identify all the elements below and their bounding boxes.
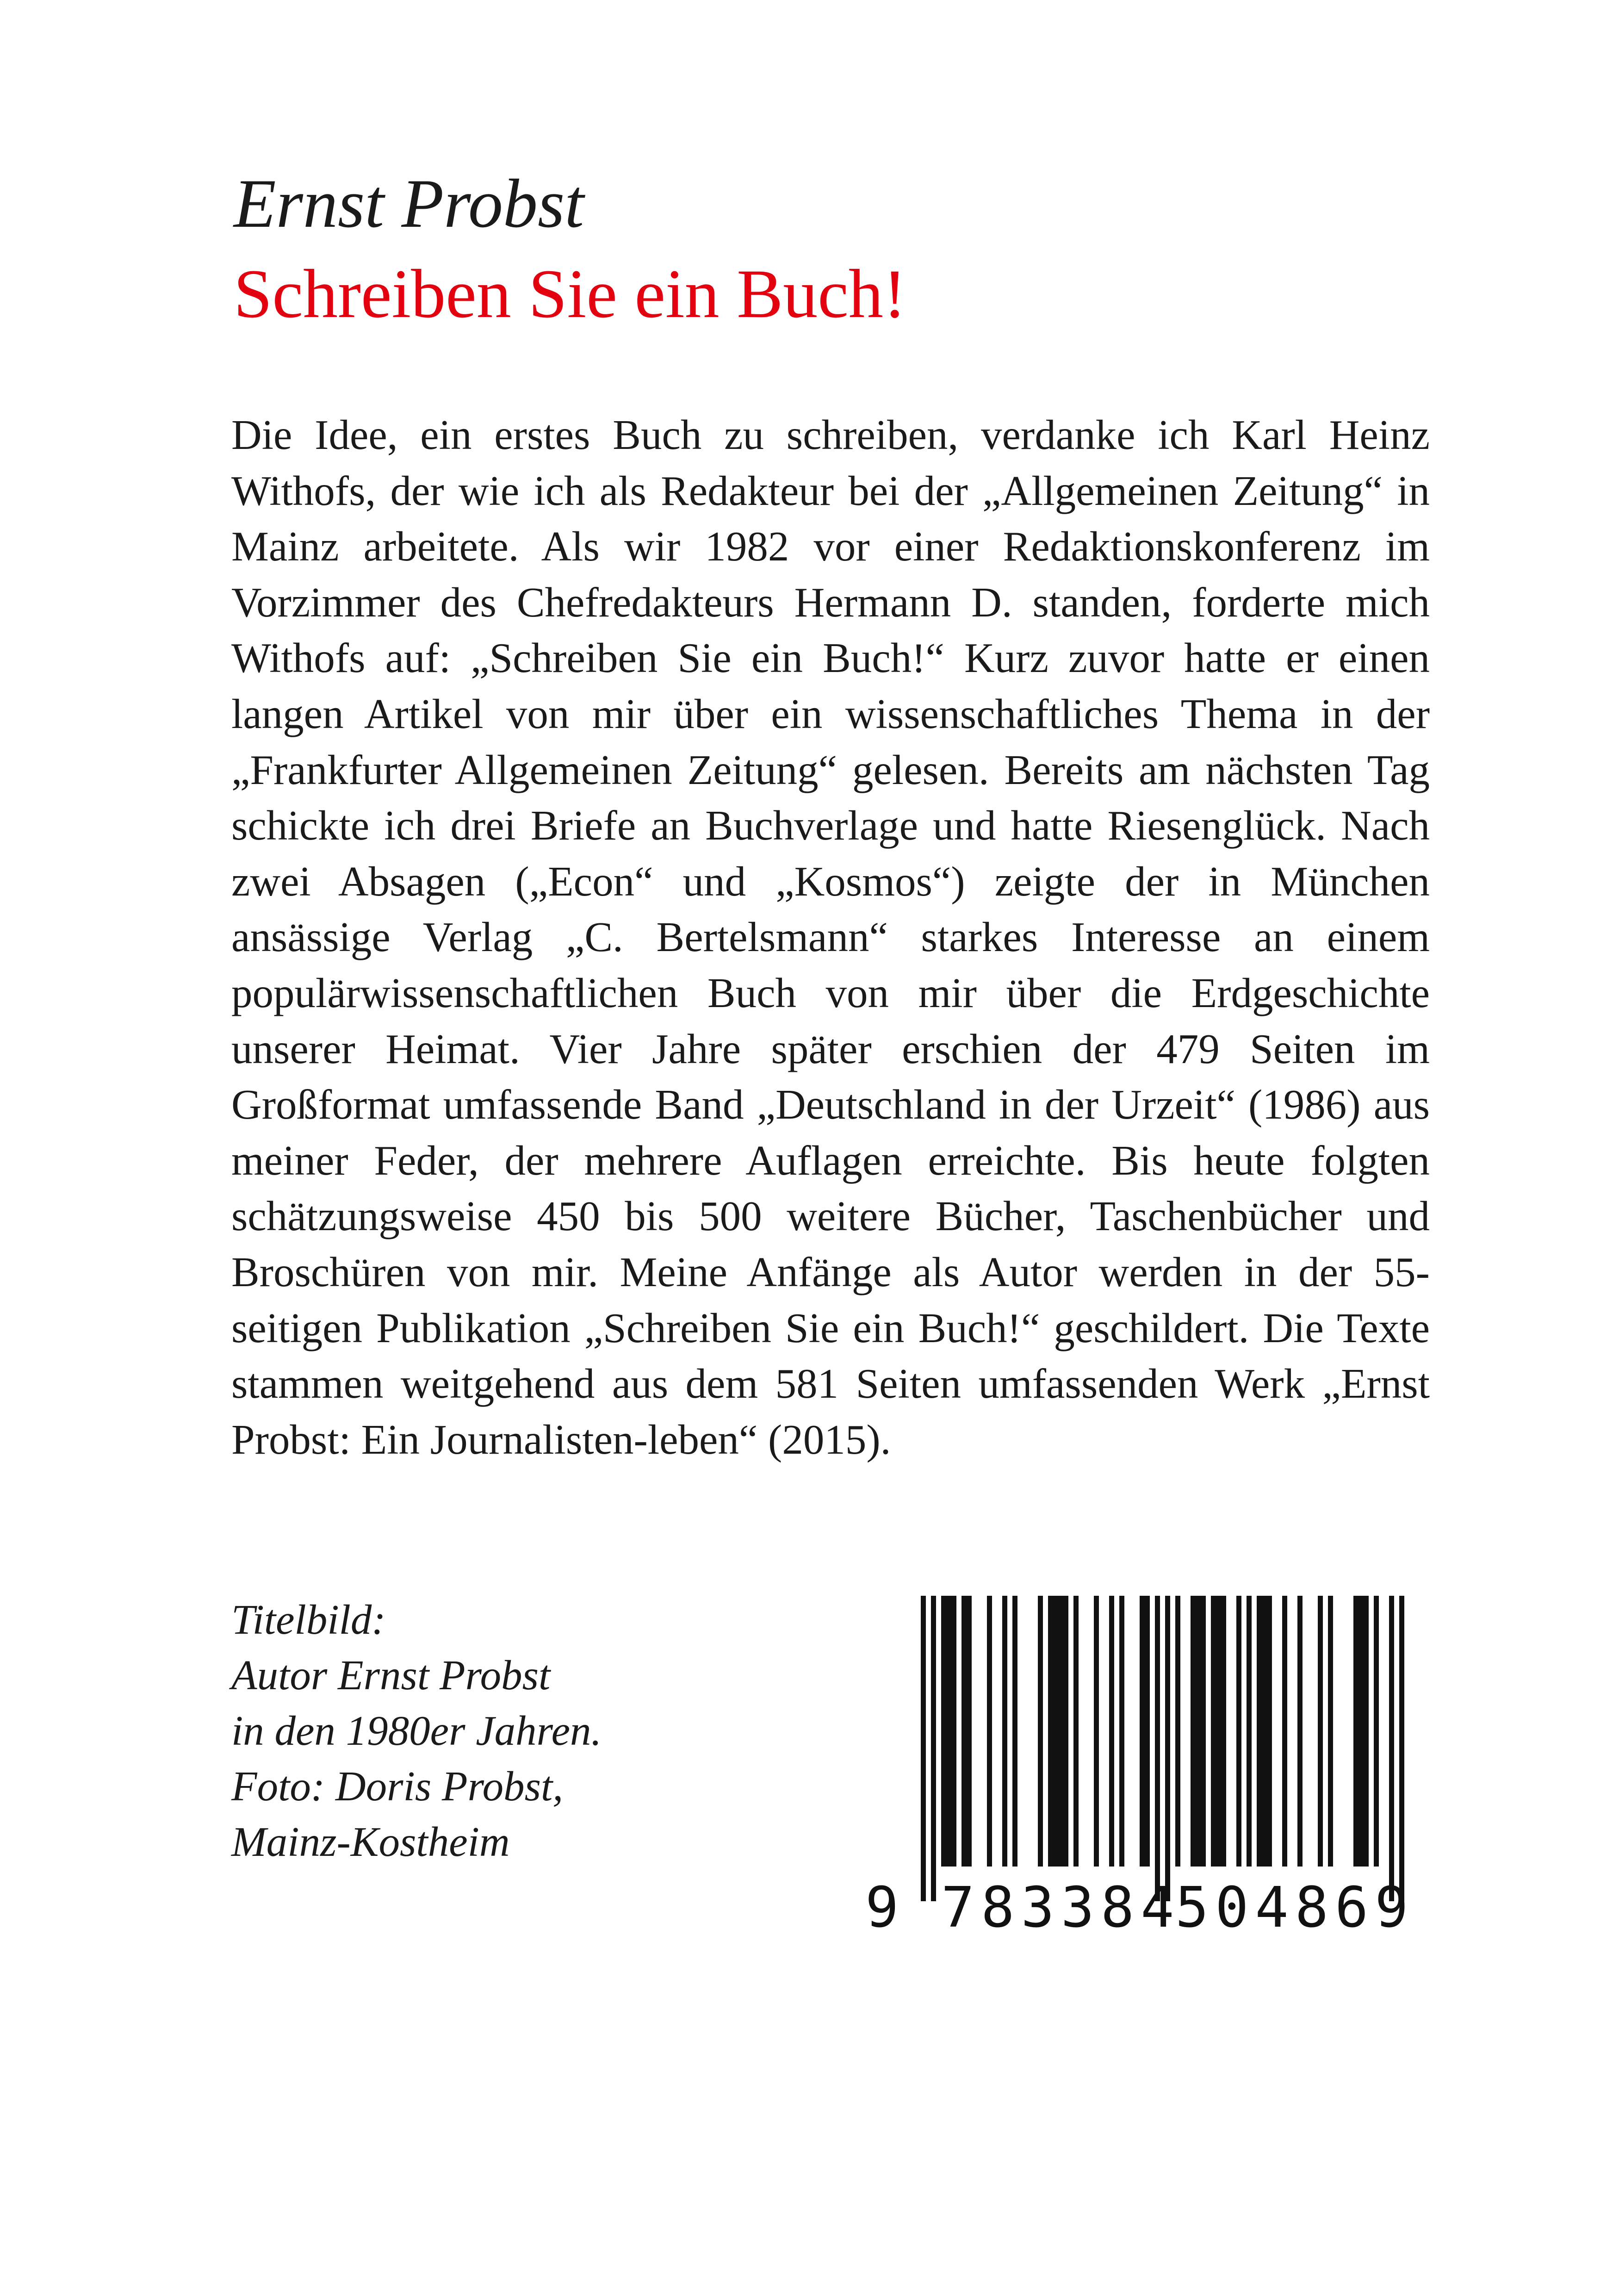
barcode-bar [987,1596,992,1867]
barcode-bar [921,1596,926,1901]
barcode-bar [1140,1596,1150,1867]
barcode-bar [1374,1596,1379,1867]
barcode-bar [1012,1596,1017,1867]
barcode-bar [1109,1596,1114,1867]
barcode-bar [931,1596,936,1901]
barcode-bar [941,1596,956,1867]
barcode-bar [1119,1596,1124,1867]
barcode-bar [1038,1596,1043,1867]
barcode-digit-first: 9 [865,1876,906,1940]
caption-line: Mainz-Kostheim [231,1818,510,1865]
barcode-bar [1353,1596,1369,1867]
caption-line: in den 1980er Jahren. [231,1707,602,1754]
barcode-digits-left: 783384 [941,1876,1181,1940]
barcode-bar [1002,1596,1007,1867]
barcode-bar [1073,1596,1079,1867]
book-title: Schreiben Sie ein Buch! [234,255,906,332]
barcode-bar [961,1596,972,1867]
barcode-bar [1175,1596,1180,1867]
barcode-bar [1048,1596,1068,1867]
barcode-bar [1389,1596,1394,1901]
caption-line: Titelbild: [231,1596,386,1643]
caption-line: Foto: Doris Probst, [231,1763,564,1810]
barcode-bar [1236,1596,1241,1867]
barcode-bar [1165,1596,1170,1901]
barcode-bar [1247,1596,1252,1867]
barcode-bar [1282,1596,1287,1867]
barcode-bar [1399,1596,1404,1901]
barcode-bar [1211,1596,1226,1867]
cover-photo-caption [231,1592,602,1870]
barcode-bar [1155,1596,1160,1901]
barcode-bar [1328,1596,1333,1867]
author-name: Ernst Probst [234,165,584,242]
barcode-digits-right: 504869 [1175,1876,1415,1940]
ean-barcode [844,1596,1432,1952]
barcode-bar [1318,1596,1323,1867]
barcode-bar [1297,1596,1303,1867]
barcode-bar [1094,1596,1099,1867]
barcode-bar [1257,1596,1272,1867]
barcode-bar [1191,1596,1206,1867]
blurb-text: Die Idee, ein erstes Buch zu schreiben, verdanke ich Karl Heinz Withofs, der wie ich als Redakteur bei der „Allgemeinen Zeitung“ in Mainz arbeitete. Als wir 1982 vor einer Redaktionskonferenz im Vorzimmer des Chefredakteurs Hermann D. standen, forderte mich Withofs auf: „Schreiben Sie ein Buch!“ Kurz zuvor hatte er einen langen Artikel von mir über ein wissenschaftliches Thema in der „Frankfurter Allgemeinen Zeitung“ gelesen. Bereits am nächsten Tag schickte ich drei Briefe an Buchverlage und hatte Riesenglück. Nach zwei Absagen („Econ“ und „Kosmos“) zeigte der in München ansässige Verlag „C. Bertelsmann“ starkes Interesse an einem populärwissenschaftlichen Buch von mir über die Erdgeschichte unserer Heimat. Vier Jahre später erschien der 479 Seiten im Großformat umfassende Band „Deutschland in der Urzeit“ (1986) aus meiner Feder, der mehrere Auflagen erreichte. Bis heute folgten schätzungsweise 450 bis 500 weitere Bücher, Taschenbücher und Broschüren von mir. Meine Anfänge als Autor werden in der 55-seitigen Publikation „Schreiben Sie ein Buch!“ geschildert. Die Texte stammen weitgehend aus dem 581 Seiten umfassenden Werk „Ernst Probst: Ein Journalisten-leben“ (2015). [231,411,1430,1463]
caption-line: Autor Ernst Probst [231,1652,551,1699]
